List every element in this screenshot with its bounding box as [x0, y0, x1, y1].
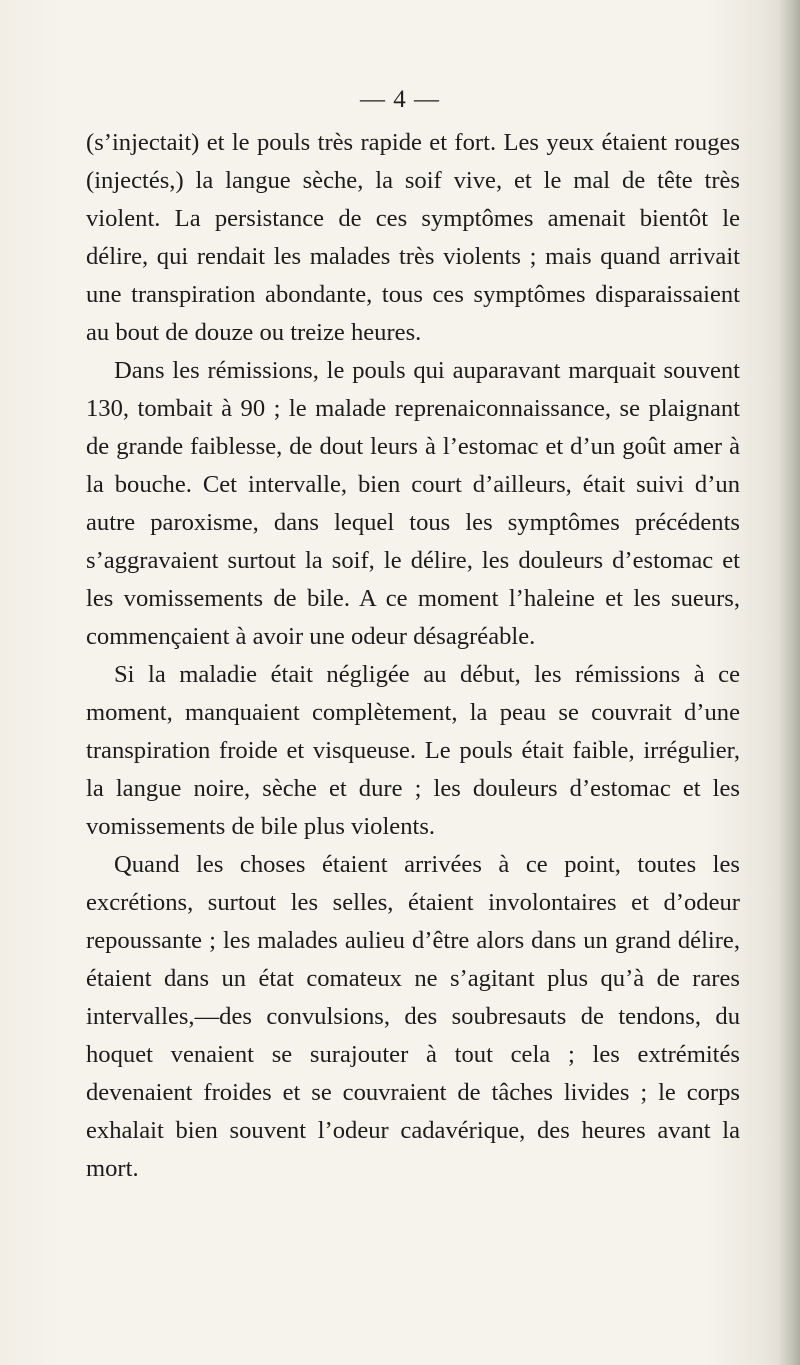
body-text — [86, 124, 740, 1188]
page-number: — 4 — — [360, 86, 440, 113]
paragraph-3: Si la maladie était négligée au début, les rémissions à ce moment, manquaient complètement, la peau se couvrait d’une transpiration froide et visqueuse. Le pouls était faible, irrégulier, la langue noire, sèche et dure ; les douleurs d’estomac et les vomissements de bile plus violents. — [86, 661, 740, 840]
paragraph-1: (s’injectait) et le pouls très rapide et fort. Les yeux étaient rouges (injectés,) la langue sèche, la soif vive, et le mal de tête très violent. La persistance de ces symptômes amenait bientôt le délire, qui rendait les malades très violents ; mais quand arrivait une transpiration abondante, tous ces symptômes disparaissaient au bout de douze ou treize heures. — [86, 129, 740, 346]
page-edge-shadow — [778, 0, 800, 1365]
paragraph-4: Quand les choses étaient arrivées à ce point, toutes les excrétions, surtout les selles, étaient involontaires et d’odeur repoussante ; les malades aulieu d’être alors dans un grand délire, étaient dans un état comateux ne s’agitant plus qu’à de rares intervalles,—des convulsions, des soubresauts de tendons, du hoquet venaient se surajouter à tout cela ; les extrémités devenaient froides et se couvraient de tâches livides ; le corps exhalait bien souvent l’odeur cadavérique, des heures avant la mort. — [86, 851, 740, 1182]
paragraph-2: Dans les rémissions, le pouls qui auparavant marquait souvent 130, tombait à 90 ; le malade reprenaiconnaissance, se plaignant de grande faiblesse, de dout leurs à l’estomac et d’un goût amer à la bouche. Cet intervalle, bien court d’ailleurs, était suivi d’un autre paroxisme, dans lequel tous les symptômes précédents s’aggravaient surtout la soif, le délire, les douleurs d’estomac et les vomissements de bile. A ce moment l’haleine et les sueurs, commençaient à avoir une odeur désagréable. — [86, 357, 740, 650]
